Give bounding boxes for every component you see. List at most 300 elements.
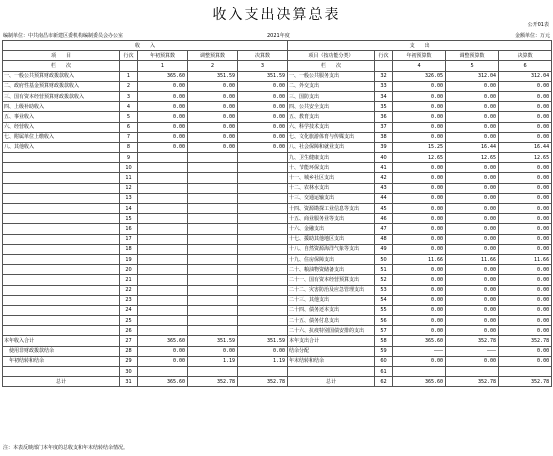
table-row — [3, 275, 552, 285]
expense-item: 二十、粮油物资储备支出 — [288, 265, 375, 275]
final-value: 0.00 — [499, 214, 552, 224]
final-value: 12.65 — [499, 153, 552, 163]
budget-value — [138, 183, 188, 193]
adjusted-value: 0.00 — [446, 265, 499, 275]
final-value: 0.00 — [238, 112, 288, 122]
adjusted-value — [188, 224, 238, 234]
empty-cell — [375, 61, 393, 71]
adjusted-value: 1.19 — [188, 356, 238, 366]
row-number: 55 — [375, 305, 393, 315]
budget-value: 0.00 — [138, 112, 188, 122]
income-item — [3, 275, 120, 285]
budget-value: 0.00 — [138, 122, 188, 132]
expense-item: 二十三、其他支出 — [288, 295, 375, 305]
table-row — [3, 173, 552, 183]
page-title: 收入支出决算总表 — [212, 7, 341, 23]
final-value: 0.00 — [238, 102, 288, 112]
row-number: 44 — [375, 193, 393, 203]
final-value — [238, 163, 288, 173]
budget-value — [138, 234, 188, 244]
adjusted-value: 0.00 — [188, 122, 238, 132]
adjusted-value: 0.00 — [188, 91, 238, 101]
final-value: 0.00 — [238, 346, 288, 356]
adjusted-value: 0.00 — [446, 326, 499, 336]
final-value: 0.00 — [238, 132, 288, 142]
budget-value — [138, 153, 188, 163]
income-item — [3, 316, 120, 326]
final-value — [238, 254, 288, 264]
row-number: 14 — [120, 204, 138, 214]
income-item: 四、上级补助收入 — [3, 102, 120, 112]
adjusted-value: 0.00 — [446, 204, 499, 214]
row-number: 61 — [375, 367, 393, 377]
final-value — [238, 204, 288, 214]
adjusted-value: 352.78 — [188, 377, 238, 387]
row-number: 59 — [375, 346, 393, 356]
budget-value: 0.00 — [393, 132, 446, 142]
final-value: 0.00 — [499, 305, 552, 315]
final-value — [499, 367, 552, 377]
col-item: 项 目 — [3, 51, 120, 61]
expense-item: 十四、资源勘探工业信息等支出 — [288, 204, 375, 214]
row-number: 56 — [375, 316, 393, 326]
row-number: 22 — [120, 285, 138, 295]
income-item: 年初结转和结余 — [3, 356, 120, 366]
row-number: 9 — [120, 153, 138, 163]
summary-table — [2, 40, 552, 387]
col-rowno: 行次 — [375, 51, 393, 61]
final-value — [238, 224, 288, 234]
final-value: 352.78 — [238, 377, 288, 387]
row-number: 35 — [375, 102, 393, 112]
row-number: 25 — [120, 316, 138, 326]
final-value: 0.00 — [499, 295, 552, 305]
expense-item: 总计 — [288, 377, 375, 387]
income-item: 一、一般公共预算财政拨款收入 — [3, 71, 120, 81]
table-row — [3, 336, 552, 346]
budget-value — [138, 224, 188, 234]
row-number: 57 — [375, 326, 393, 336]
adjusted-value: 0.00 — [446, 234, 499, 244]
expense-item: 十、节能环保支出 — [288, 163, 375, 173]
adjusted-value: 0.00 — [446, 163, 499, 173]
adjusted-value — [188, 214, 238, 224]
row-number: 2 — [120, 81, 138, 91]
lanci-label: 栏 次 — [288, 61, 375, 71]
adjusted-value: 0.00 — [188, 142, 238, 152]
budget-value: 0.00 — [393, 204, 446, 214]
budget-value: 0.00 — [393, 163, 446, 173]
adjusted-value: 0.00 — [446, 316, 499, 326]
final-value: 0.00 — [499, 224, 552, 234]
final-value: 0.00 — [238, 91, 288, 101]
income-item: 七、附属单位上缴收入 — [3, 132, 120, 142]
final-value — [238, 326, 288, 336]
income-item — [3, 285, 120, 295]
row-number: 29 — [120, 356, 138, 366]
row-number: 43 — [375, 183, 393, 193]
budget-value: 365.60 — [138, 336, 188, 346]
income-item: 本年收入合计 — [3, 336, 120, 346]
final-value: 0.00 — [499, 173, 552, 183]
income-item: 二、政府性基金预算财政拨款收入 — [3, 81, 120, 91]
row-number: 37 — [375, 122, 393, 132]
table-row — [3, 193, 552, 203]
row-number: 26 — [120, 326, 138, 336]
row-number: 17 — [120, 234, 138, 244]
adjusted-value: 352.78 — [446, 377, 499, 387]
income-item — [3, 153, 120, 163]
row-number: 58 — [375, 336, 393, 346]
form-number: 公开01表 — [527, 22, 549, 28]
adjusted-value: 0.00 — [188, 112, 238, 122]
final-value: 312.04 — [499, 71, 552, 81]
adjusted-value: 0.00 — [188, 132, 238, 142]
expense-item: 结余分配 — [288, 346, 375, 356]
final-value: 0.00 — [499, 163, 552, 173]
budget-value: 0.00 — [138, 81, 188, 91]
expense-item: 四、公共安全支出 — [288, 102, 375, 112]
expense-item: 五、教育支出 — [288, 112, 375, 122]
row-number: 34 — [375, 91, 393, 101]
row-number: 62 — [375, 377, 393, 387]
budget-value: 0.00 — [138, 142, 188, 152]
final-value — [238, 244, 288, 254]
final-value: 1.19 — [238, 356, 288, 366]
adjusted-value: 351.59 — [188, 71, 238, 81]
row-number: 27 — [120, 336, 138, 346]
adjusted-value: 0.00 — [446, 295, 499, 305]
final-value — [238, 193, 288, 203]
expense-item: 十三、交通运输支出 — [288, 193, 375, 203]
budget-value: 0.00 — [393, 275, 446, 285]
table-row — [3, 132, 552, 142]
adjusted-value: 0.00 — [446, 91, 499, 101]
budget-value: 365.60 — [138, 377, 188, 387]
income-item — [3, 244, 120, 254]
final-value: 0.00 — [499, 204, 552, 214]
budget-value: ——— — [393, 346, 446, 356]
table-row — [3, 122, 552, 132]
budget-value: 0.00 — [393, 265, 446, 275]
row-number: 33 — [375, 81, 393, 91]
adjusted-value: 0.00 — [446, 275, 499, 285]
final-value: 0.00 — [238, 81, 288, 91]
table-row — [3, 367, 552, 377]
budget-value: 0.00 — [393, 234, 446, 244]
lanci-4: 4 — [393, 61, 446, 71]
adjusted-value — [188, 204, 238, 214]
row-number: 46 — [375, 214, 393, 224]
budget-value: 0.00 — [393, 224, 446, 234]
table-row — [3, 326, 552, 336]
row-number: 20 — [120, 265, 138, 275]
final-value: 0.00 — [499, 244, 552, 254]
final-value: 0.00 — [238, 142, 288, 152]
income-item — [3, 183, 120, 193]
row-number: 60 — [375, 356, 393, 366]
row-number: 15 — [120, 214, 138, 224]
expense-item — [288, 367, 375, 377]
budget-value: 0.00 — [393, 122, 446, 132]
table-row — [3, 346, 552, 356]
final-value — [238, 234, 288, 244]
budget-value: 0.00 — [393, 356, 446, 366]
budget-value — [393, 367, 446, 377]
budget-value — [138, 285, 188, 295]
budget-value: 0.00 — [393, 305, 446, 315]
row-number: 3 — [120, 91, 138, 101]
expense-item: 十八、自然资源海洋气象等支出 — [288, 244, 375, 254]
adjusted-value: 351.59 — [188, 336, 238, 346]
budget-value — [138, 265, 188, 275]
budget-value: 11.66 — [393, 254, 446, 264]
income-item — [3, 326, 120, 336]
budget-value — [138, 214, 188, 224]
adjusted-value: 0.00 — [446, 224, 499, 234]
final-value: 0.00 — [499, 112, 552, 122]
budget-value: 0.00 — [138, 132, 188, 142]
row-number: 11 — [120, 173, 138, 183]
row-number: 48 — [375, 234, 393, 244]
expense-item: 二、外交支出 — [288, 81, 375, 91]
adjusted-value: ——— — [446, 346, 499, 356]
row-number: 53 — [375, 285, 393, 295]
row-number: 31 — [120, 377, 138, 387]
expense-header: 支 出 — [288, 41, 552, 51]
col-final: 决算数 — [238, 51, 288, 61]
adjusted-value — [446, 367, 499, 377]
row-number: 52 — [375, 275, 393, 285]
table-row — [3, 142, 552, 152]
table-row — [3, 305, 552, 315]
income-item — [3, 295, 120, 305]
income-item: 五、事业收入 — [3, 112, 120, 122]
final-value — [238, 367, 288, 377]
table-row — [3, 204, 552, 214]
row-number: 7 — [120, 132, 138, 142]
budget-value: 365.60 — [393, 336, 446, 346]
table-row — [3, 112, 552, 122]
table-row — [3, 254, 552, 264]
table-row — [3, 285, 552, 295]
row-number: 5 — [120, 112, 138, 122]
budget-value: 0.00 — [393, 112, 446, 122]
row-number: 30 — [120, 367, 138, 377]
table-row — [3, 295, 552, 305]
final-value: 351.59 — [238, 336, 288, 346]
row-number: 23 — [120, 295, 138, 305]
budget-value — [138, 244, 188, 254]
col-rowno: 行次 — [120, 51, 138, 61]
row-number: 49 — [375, 244, 393, 254]
lanci-6: 6 — [499, 61, 552, 71]
row-number: 45 — [375, 204, 393, 214]
income-item: 使用非财政拨款结余 — [3, 346, 120, 356]
final-value: 11.66 — [499, 254, 552, 264]
adjusted-value — [188, 305, 238, 315]
row-number: 36 — [375, 112, 393, 122]
budget-value: 0.00 — [393, 91, 446, 101]
amount-unit: 金额单位：万元 — [514, 33, 550, 39]
table-row — [3, 81, 552, 91]
budget-value: 0.00 — [393, 193, 446, 203]
expense-item: 十九、住房保障支出 — [288, 254, 375, 264]
row-number: 28 — [120, 346, 138, 356]
row-number: 51 — [375, 265, 393, 275]
budget-value: 0.00 — [393, 173, 446, 183]
row-number: 1 — [120, 71, 138, 81]
adjusted-value: 11.66 — [446, 254, 499, 264]
adjusted-value: 16.44 — [446, 142, 499, 152]
row-number: 54 — [375, 295, 393, 305]
income-item — [3, 173, 120, 183]
adjusted-value: 0.00 — [446, 132, 499, 142]
adjusted-value — [188, 326, 238, 336]
row-number: 8 — [120, 142, 138, 152]
budget-value — [138, 163, 188, 173]
final-value: 0.00 — [499, 132, 552, 142]
final-value — [238, 214, 288, 224]
final-value: 0.00 — [499, 91, 552, 101]
table-row — [3, 224, 552, 234]
final-value: 16.44 — [499, 142, 552, 152]
adjusted-value: 0.00 — [188, 346, 238, 356]
row-number: 47 — [375, 224, 393, 234]
unit-line — [3, 32, 550, 40]
adjusted-value: 352.78 — [446, 336, 499, 346]
row-number: 13 — [120, 193, 138, 203]
income-item — [3, 367, 120, 377]
final-value: 0.00 — [499, 102, 552, 112]
lanci-2: 2 — [188, 61, 238, 71]
adjusted-value: 0.00 — [446, 102, 499, 112]
expense-item: 二十一、国有资本经营预算支出 — [288, 275, 375, 285]
expense-item: 二十四、债务还本支出 — [288, 305, 375, 315]
final-value: 0.00 — [499, 81, 552, 91]
adjusted-value — [188, 254, 238, 264]
adjusted-value — [188, 316, 238, 326]
row-number: 18 — [120, 244, 138, 254]
budget-value: 0.00 — [393, 326, 446, 336]
adjusted-value — [188, 265, 238, 275]
final-value: 0.00 — [238, 122, 288, 132]
table-row — [3, 316, 552, 326]
adjusted-value: 0.00 — [446, 244, 499, 254]
expense-item: 十二、农林水支出 — [288, 183, 375, 193]
row-number: 40 — [375, 153, 393, 163]
budget-value: 365.60 — [393, 377, 446, 387]
final-value: 0.00 — [499, 122, 552, 132]
adjusted-value — [188, 234, 238, 244]
adjusted-value — [188, 295, 238, 305]
final-value: 0.00 — [499, 285, 552, 295]
table-row — [3, 356, 552, 366]
income-item — [3, 204, 120, 214]
table-row — [3, 163, 552, 173]
expense-item: 十六、金融支出 — [288, 224, 375, 234]
adjusted-value: 0.00 — [446, 214, 499, 224]
expense-item: 十五、商业服务业等支出 — [288, 214, 375, 224]
table-row — [3, 183, 552, 193]
final-value — [238, 305, 288, 315]
expense-item: 十七、援助其他地区支出 — [288, 234, 375, 244]
budget-value — [138, 326, 188, 336]
lanci-5: 5 — [446, 61, 499, 71]
final-value: 0.00 — [499, 346, 552, 356]
expense-item: 二十二、灾害防治及应急管理支出 — [288, 285, 375, 295]
col-item-func: 项目（按功能分类） — [288, 51, 375, 61]
budget-value: 0.00 — [138, 102, 188, 112]
table-row — [3, 234, 552, 244]
income-item — [3, 224, 120, 234]
row-number: 32 — [375, 71, 393, 81]
budget-value: 365.60 — [138, 71, 188, 81]
row-number: 24 — [120, 305, 138, 315]
final-value: 0.00 — [499, 326, 552, 336]
expense-item: 二十五、债务付息支出 — [288, 316, 375, 326]
adjusted-value: 0.00 — [446, 81, 499, 91]
income-item: 总计 — [3, 377, 120, 387]
income-item: 八、其他收入 — [3, 142, 120, 152]
adjusted-value: 0.00 — [446, 122, 499, 132]
adjusted-value: 0.00 — [446, 112, 499, 122]
budget-value: 0.00 — [393, 183, 446, 193]
final-value: 0.00 — [499, 193, 552, 203]
adjusted-value: 0.00 — [446, 183, 499, 193]
unit-name: 编制单位：中共南昌市新建区委机构编制委员会办公室 — [3, 33, 124, 39]
budget-value — [138, 367, 188, 377]
table-row — [3, 71, 552, 81]
lanci-1: 1 — [138, 61, 188, 71]
row-number: 19 — [120, 254, 138, 264]
final-value: 0.00 — [499, 265, 552, 275]
budget-value — [138, 193, 188, 203]
budget-value: 0.00 — [138, 356, 188, 366]
budget-value: 0.00 — [393, 285, 446, 295]
adjusted-value — [188, 183, 238, 193]
expense-item: 本年支出合计 — [288, 336, 375, 346]
col-final: 决算数 — [499, 51, 552, 61]
expense-item: 八、社会保障和就业支出 — [288, 142, 375, 152]
income-item — [3, 305, 120, 315]
final-value — [238, 265, 288, 275]
adjusted-value: 312.04 — [446, 71, 499, 81]
final-value: 0.00 — [499, 275, 552, 285]
table-row — [3, 102, 552, 112]
table-row — [3, 244, 552, 254]
budget-value — [138, 295, 188, 305]
final-value — [238, 153, 288, 163]
final-value: 351.59 — [238, 71, 288, 81]
adjusted-value — [188, 173, 238, 183]
adjusted-value: 0.00 — [446, 305, 499, 315]
header-row-columns — [3, 51, 552, 61]
budget-value: 0.00 — [393, 244, 446, 254]
final-value — [238, 183, 288, 193]
income-item: 三、国有资本经营预算财政拨款收入 — [3, 91, 120, 101]
expense-item: 十一、城乡社区支出 — [288, 173, 375, 183]
budget-value: 15.25 — [393, 142, 446, 152]
final-value: 0.00 — [499, 183, 552, 193]
final-value: 352.78 — [499, 336, 552, 346]
adjusted-value: 0.00 — [446, 285, 499, 295]
expense-item: 九、卫生健康支出 — [288, 153, 375, 163]
budget-value: 0.00 — [393, 81, 446, 91]
final-value — [238, 285, 288, 295]
row-number: 41 — [375, 163, 393, 173]
adjusted-value — [188, 193, 238, 203]
